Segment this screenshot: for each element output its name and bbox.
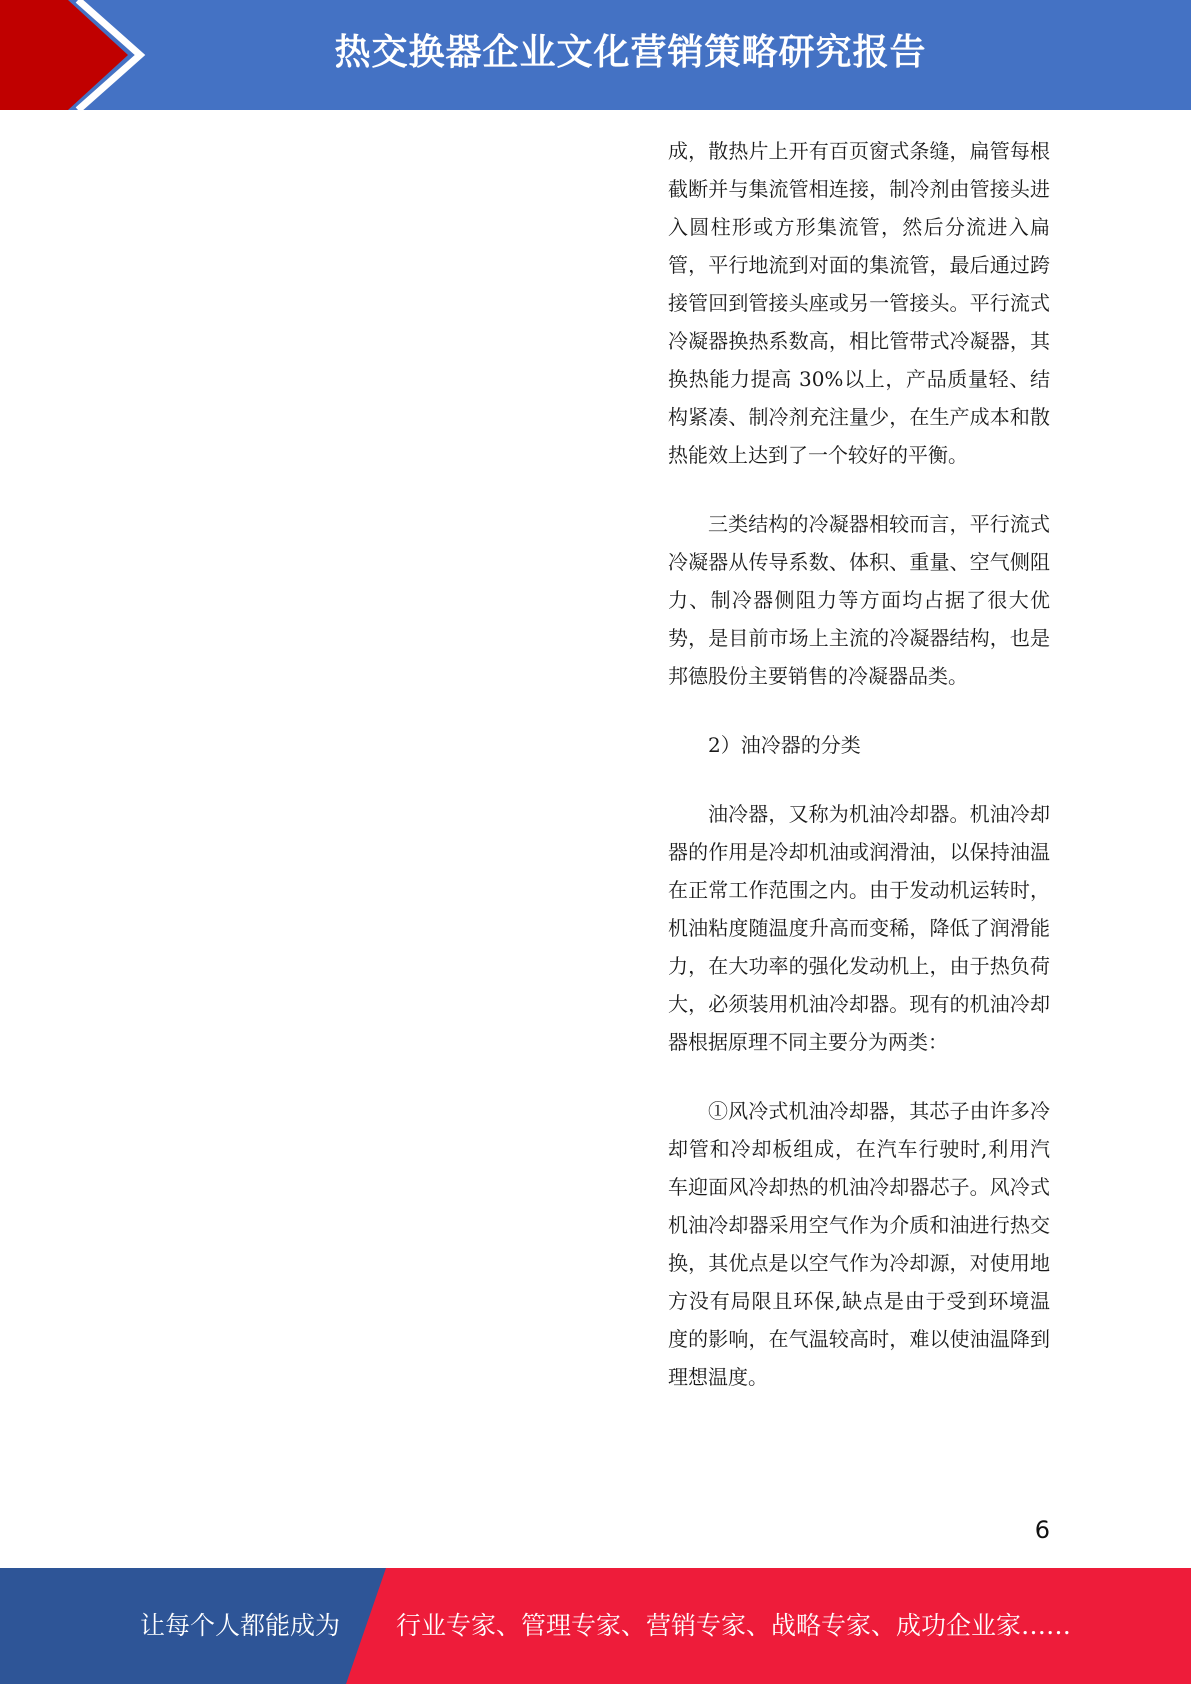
section-heading-oil-cooler: 2）油冷器的分类 <box>708 733 861 757</box>
header-arrow-decoration <box>0 0 160 110</box>
paragraph-4: ①风冷式机油冷却器，其芯子由许多冷却管和冷却板组成，在汽车行驶时,利用汽车迎面风冷却热的机油冷却器芯子。风冷式机油冷却器采用空气作为介质和油进行热交换，其优点是以空气作为冷却源，对使用地方没有局限且环保,缺点是由于受到环境温度的影响，在气温较高时，难以使油温降到理想温度。 <box>668 1099 1050 1389</box>
body-text-column <box>668 132 1050 1427</box>
paragraph-2: 三类结构的冷凝器相较而言，平行流式冷凝器从传导系数、体积、重量、空气侧阻力、制冷器侧阻力等方面均占据了很大优势，是目前市场上主流的冷凝器结构，也是邦德股份主要销售的冷凝器品类。 <box>668 512 1050 688</box>
page-footer <box>0 1568 1191 1684</box>
paragraph-1: 成，散热片上开有百页窗式条缝，扁管每根截断并与集流管相连接，制冷剂由管接头进入圆柱形或方形集流管，然后分流进入扁管，平行地流到对面的集流管，最后通过跨接管回到管接头座或另一管接头。平行流式冷凝器换热系数高，相比管带式冷凝器，其换热能力提高 30%以上，产品质量轻、结构紧凑、制冷剂充注量少，在生产成本和散热能效上达到了一个较好的平衡。 <box>668 139 1050 467</box>
footer-slogan-left: 让每个人都能成为 <box>139 1611 340 1640</box>
page-number: 6 <box>1034 1516 1050 1544</box>
page-header <box>0 0 1191 110</box>
report-title: 热交换器企业文化营销策略研究报告 <box>334 32 927 73</box>
paragraph-3: 油冷器，又称为机油冷却器。机油冷却器的作用是冷却机油或润滑油，以保持油温在正常工作范围之内。由于发动机运转时，机油粘度随温度升高而变稀，降低了润滑能力，在大功率的强化发动机上，由于热负荷大，必须装用机油冷却器。现有的机油冷却器根据原理不同主要分为两类： <box>668 802 1050 1054</box>
footer-slogan-right: 行业专家、管理专家、营销专家、战略专家、成功企业家…… <box>396 1611 1072 1640</box>
